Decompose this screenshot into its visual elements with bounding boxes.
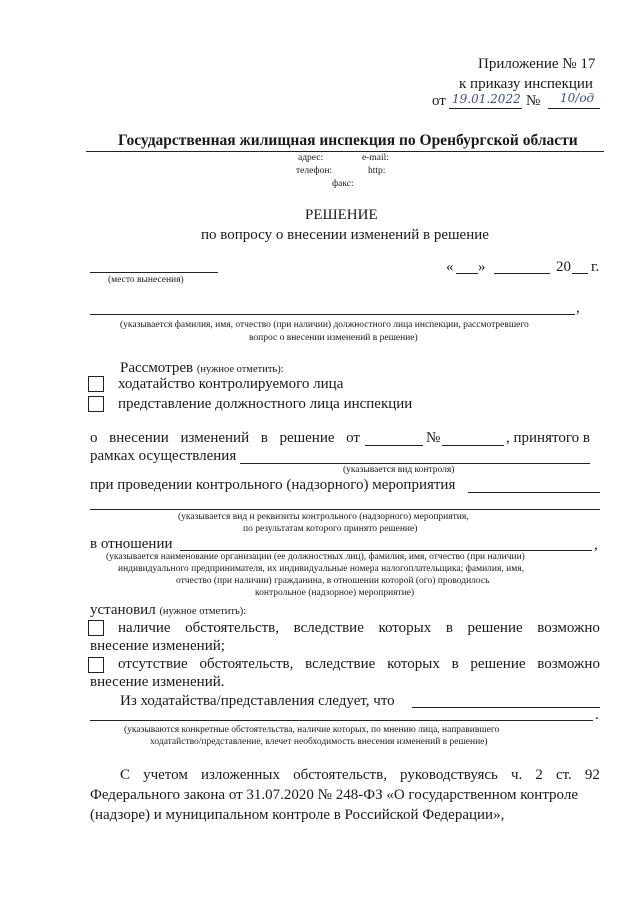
follows-caption-2: ходатайство/представление, влечет необходимость внесения изменений в решение) [150, 737, 488, 747]
date-year-line [572, 273, 588, 274]
document-subtitle: по вопросу о внесении изменений в решение [201, 227, 489, 243]
amendment-word: решение [279, 430, 335, 446]
presence-word: вследствие [293, 620, 364, 636]
follows-label: Из ходатайства/представления следует, что [120, 693, 395, 709]
established-label-row [90, 602, 246, 619]
date-quote-close: » [478, 259, 486, 275]
org-name: Государственная жилищная инспекция по Оренбургской области [118, 132, 578, 149]
regarding-label: в отношении [90, 536, 173, 552]
follows-caption-1: (указываются конкретные обстоятельства, наличие которых, по мнению лица, направившего [124, 725, 500, 735]
address-label: адрес: [298, 153, 324, 163]
amendment-accepted: , принятого в [506, 430, 590, 446]
date-year-suffix: г. [591, 259, 600, 275]
considered-hint: (нужное отметить): [196, 364, 284, 375]
conclusion-line3: (надзоре) и муниципальном контроле в Российской Федерации», [90, 807, 505, 823]
conclusion-word: ст. [555, 767, 572, 783]
presence-word: решение [467, 620, 523, 636]
date-month-line [494, 273, 550, 274]
phone-label: телефон: [296, 166, 333, 176]
annex-number-label: № [526, 93, 541, 109]
follows-dot: . [595, 707, 599, 723]
absence-word: отсутствие [118, 656, 188, 672]
official-caption-1: (указывается фамилия, имя, отчество (при наличии) должностного лица инспекции, рассмотревшего [120, 320, 529, 330]
http-label: http: [368, 166, 386, 176]
date-year-prefix: 20 [556, 259, 571, 275]
regarding-line [180, 550, 592, 551]
document-title: РЕШЕНИЕ [305, 207, 378, 223]
official-caption-2: вопрос о внесении изменений в решение) [249, 333, 418, 343]
absence-word: в [451, 656, 459, 672]
annex-title: Приложение № 17 [478, 56, 596, 72]
established-hint: (нужное отметить): [159, 606, 247, 617]
event-caption-1: (указывается вид и реквизиты контрольного (надзорного) мероприятия, [178, 512, 469, 522]
presence-word: возможно [537, 620, 600, 636]
amendment-word: в [260, 430, 268, 446]
conclusion-word: учетом [143, 767, 188, 783]
considered-label [120, 360, 284, 377]
amendment-within: рамках осуществления [90, 448, 237, 464]
option-submission-checkbox[interactable] [88, 396, 104, 412]
regarding-caption-1: (указывается наименование организации (ее должностных лиц), фамилия, имя, отчество (при наличии) [106, 552, 525, 562]
presence-word: которых [378, 620, 432, 636]
place-caption: (место вынесения) [108, 275, 184, 285]
considered-label-text: Рассмотрев [120, 360, 194, 376]
annex-from-label: от [432, 93, 446, 109]
conclusion-word: 92 [584, 767, 600, 783]
annex-order: к приказу инспекции [459, 76, 593, 92]
fax-label: факс: [332, 179, 354, 189]
amendment-word: о [90, 430, 98, 446]
regarding-caption-4: контрольное (надзорное) мероприятие) [255, 588, 415, 598]
control-type-caption: (указывается вид контроля) [343, 465, 455, 475]
annex-number-line [548, 108, 600, 109]
absence-word: которых [387, 656, 440, 672]
regarding-caption-3: отчество (при наличии) гражданина, в отношении которой (ого) проводилось [176, 576, 490, 586]
annex-number-handwritten: 10/од [560, 91, 595, 105]
presence-word: наличие [118, 620, 171, 636]
amendment-number-line [442, 445, 504, 446]
amendment-date-line [365, 445, 423, 446]
established-label: установил [90, 602, 156, 618]
conclusion-line1 [120, 767, 600, 784]
presence-word: обстоятельств, [185, 620, 280, 636]
event-caption-2: по результатам которого принято решение) [243, 524, 418, 534]
option-presence-checkbox[interactable] [88, 620, 104, 636]
regarding-comma: , [594, 537, 598, 553]
option-absence-line [118, 656, 600, 673]
annex-date-handwritten: 19.01.2022 [452, 92, 521, 106]
conclusion-word: С [120, 767, 131, 783]
header-rule [86, 151, 604, 152]
absence-word: вследствие [305, 656, 376, 672]
option-submission-label: представление должностного лица инспекции [118, 396, 413, 412]
conclusion-word: обстоятельств, [293, 767, 387, 783]
conclusion-word: ч. [510, 767, 523, 783]
regarding-caption-2: индивидуального предпринимателя, их индивидуальные номера налогоплательщика; фамилия, имя, [118, 564, 524, 574]
option-presence-cont: внесение изменений; [90, 638, 225, 654]
option-absence-checkbox[interactable] [88, 657, 104, 673]
follows-line-1 [412, 707, 600, 708]
conclusion-word: 2 [535, 767, 543, 783]
presence-word: в [445, 620, 453, 636]
event-line-1 [468, 492, 600, 493]
event-line-2 [90, 509, 600, 510]
control-type-line [240, 463, 590, 464]
absence-word: решение [470, 656, 526, 672]
amendment-during: при проведении контрольного (надзорного) мероприятия [90, 477, 456, 493]
amendment-word: изменений [180, 430, 250, 446]
date-quote-open: « [446, 259, 454, 275]
amendment-line1 [90, 430, 360, 447]
annex-date-line [449, 108, 522, 109]
conclusion-word: руководствуясь [400, 767, 498, 783]
amendment-number-sign: № [426, 430, 441, 446]
conclusion-word: изложенных [200, 767, 280, 783]
option-petition-checkbox[interactable] [88, 376, 104, 392]
amendment-word: от [346, 430, 360, 446]
absence-word: возможно [537, 656, 600, 672]
absence-word: обстоятельств, [199, 656, 294, 672]
official-comma: , [576, 300, 580, 316]
option-absence-cont: внесение изменений. [90, 674, 225, 690]
date-day-line [456, 273, 478, 274]
amendment-word: внесении [109, 430, 169, 446]
follows-line-2 [90, 720, 593, 721]
official-line [90, 314, 575, 315]
place-line [90, 272, 218, 273]
email-label: e-mail: [362, 153, 389, 163]
option-presence-line [118, 620, 600, 637]
option-petition-label: ходатайство контролируемого лица [118, 376, 344, 392]
conclusion-line2: Федерального закона от 31.07.2020 № 248-ФЗ «О государственном контроле [90, 787, 578, 803]
